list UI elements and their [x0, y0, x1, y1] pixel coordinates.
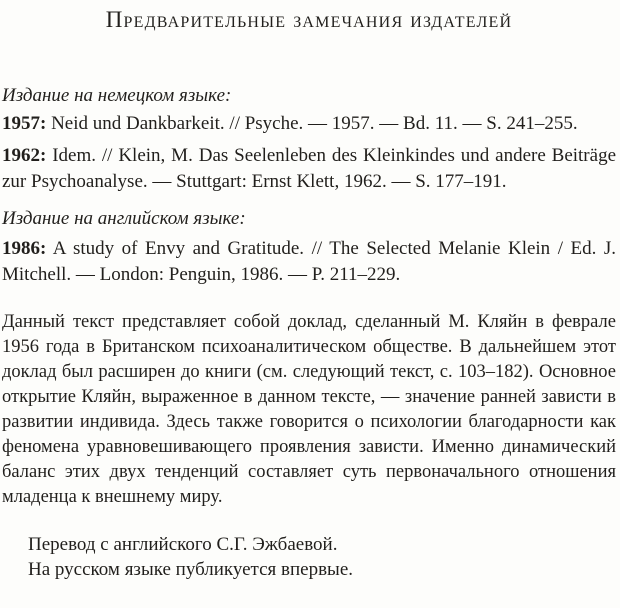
entry-text-1962: Idem. // Klein, M. Das Seelenleben des Kleinkindes und andere Beiträge zur Psychoanalyse. — Stuttgart: Ernst Klett, 1962. — S. 177–191.	[2, 145, 617, 192]
first-publication-line: На русском языке публикуется впервые.	[28, 559, 354, 580]
entry-year-1986: 1986:	[2, 238, 47, 259]
section-label-english-edition: Издание на английском языке:	[2, 208, 246, 229]
entry-text-1986: A study of Envy and Gratitude. // The Selected Melanie Klein / Ed. J. Mitchell. — London: Penguin, 1986. — P. 211–229.	[2, 238, 616, 285]
colophon-block	[2, 532, 616, 582]
bibliography-entry-1962	[2, 143, 616, 195]
bibliography-entry-1986	[2, 236, 616, 288]
translation-credit-line: Перевод с английского С.Г. Эжбаевой.	[28, 534, 338, 555]
entry-year-1962: 1962:	[2, 145, 47, 166]
editorial-commentary-paragraph: Данный текст представляет собой доклад, сделанный М. Кляйн в феврале 1956 года в Британском психоаналитическом обществе. В дальнейшем этот доклад был расширен до книги (см. следующий текст, с. 103–182). Основное открытие Кляйн, выраженное в данном тексте, — значение ранней зависти в развитии индивида. Здесь также говорится о психологии благодарности как феномена уравновешивающего проявления зависти. Именно динамический баланс этих двух тенденций составляет суть первоначального отношения младенца к внешнему миру.	[2, 312, 616, 507]
entry-year-1957: 1957:	[2, 113, 47, 134]
section-label-german-edition: Издание на немецком языке:	[2, 85, 232, 106]
page-title: Предварительные замечания издателей	[105, 7, 513, 32]
bibliography-entry-1957	[2, 111, 616, 137]
entry-text-1957: Neid und Dankbarkeit. // Psyche. — 1957. — Bd. 11. — S. 241–255.	[51, 113, 578, 134]
